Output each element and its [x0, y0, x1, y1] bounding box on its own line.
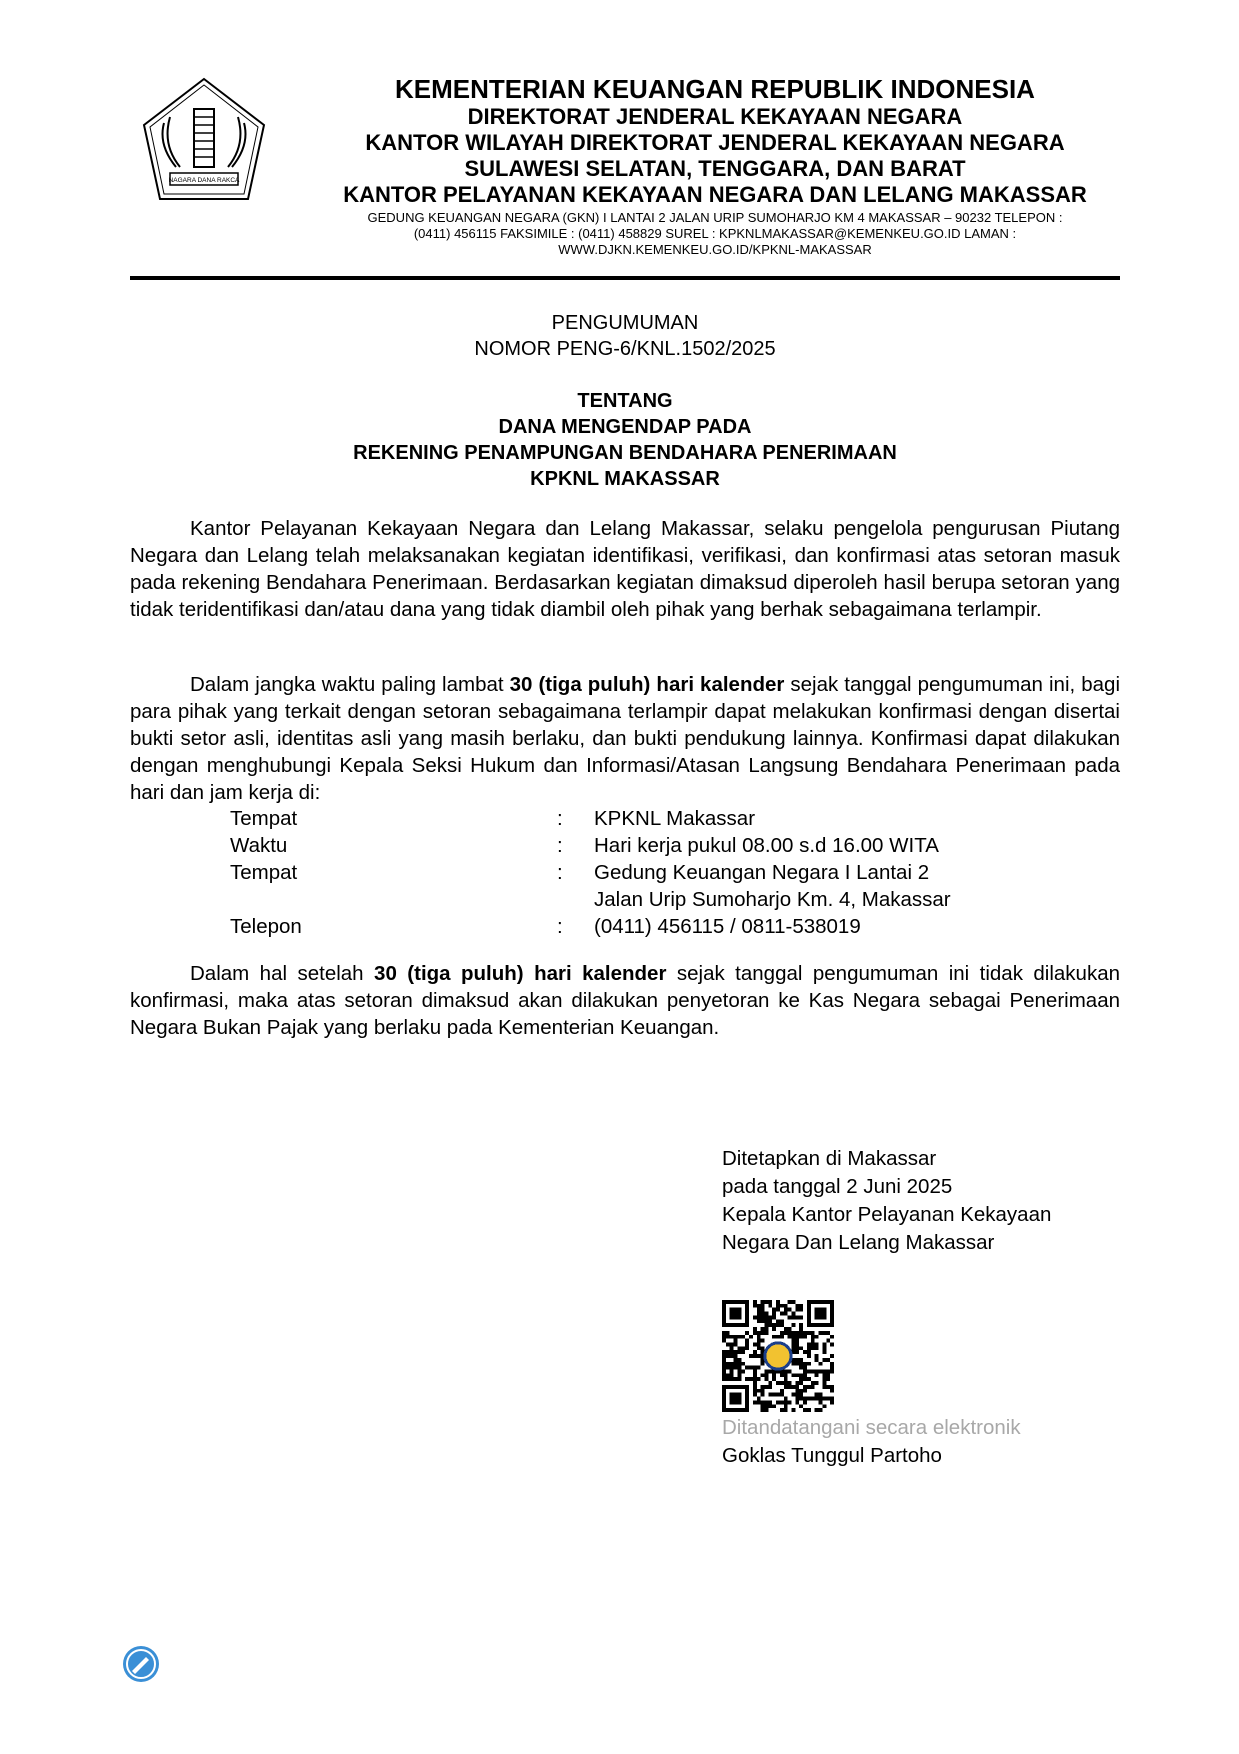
detail-value: Hari kerja pukul 08.00 s.d 16.00 WITA [594, 834, 939, 857]
detail-label: Tempat [230, 807, 298, 830]
letterhead [300, 74, 1130, 258]
signature-position-2: Negara Dan Lelang Makassar [722, 1231, 995, 1254]
detail-value: Gedung Keuangan Negara I Lantai 2 [594, 861, 930, 884]
detail-row [230, 886, 1120, 913]
qr-code [722, 1300, 834, 1412]
detail-colon: : [557, 807, 563, 830]
contact-details [230, 805, 1120, 940]
paragraph-2-text-b: sejak tanggal pengumuman ini, bagi para pihak yang terkait dengan setoran sebagaimana terlampir dapat melakukan konfirmasi dengan disertai bukti setor asli, identitas asli yang masih berlaku, dan bukti pendukung lainnya. Konfirmasi dapat dilakukan dengan menghubungi Kepala Seksi Hukum dan Informasi/Atasan Langsung Bendahara Penerimaan pada hari dan jam kerja di: [130, 673, 1120, 804]
header-divider [130, 276, 1120, 280]
paragraph-1-text: Kantor Pelayanan Kekayaan Negara dan Lelang Makassar, selaku pengelola pengurusan Piutang Negara dan Lelang telah melaksanakan kegiatan identifikasi, verifikasi, dan konfirmasi atas setoran masuk pada rekening Bendahara Penerimaan. Berdasarkan kegiatan dimaksud diperoleh hasil berupa setoran yang tidak teridentifikasi dan/atau dana yang tidak diambil oleh pihak yang berhak sebagaimana terlampir. [130, 517, 1120, 621]
e-sign-badge-icon [122, 1645, 160, 1683]
office-name: KANTOR PELAYANAN KEKAYAAN NEGARA DAN LELANG MAKASSAR [343, 182, 1087, 207]
detail-colon [557, 886, 594, 913]
ministry-name: KEMENTERIAN KEUANGAN REPUBLIK INDONESIA [395, 74, 1035, 104]
signer-name: Goklas Tunggul Partoho [722, 1444, 942, 1467]
signature-block [722, 1145, 1122, 1257]
signature-position-1: Kepala Kantor Pelayanan Kekayaan [722, 1203, 1052, 1226]
doc-subject-2: REKENING PENAMPUNGAN BENDAHARA PENERIMAAN [353, 442, 897, 464]
detail-row [230, 832, 1120, 859]
detail-row [230, 913, 1120, 940]
detail-value: KPKNL Makassar [594, 807, 756, 830]
paragraph-3 [130, 960, 1120, 1041]
detail-row [230, 859, 1120, 886]
esign-note: Ditandatangani secara elektronik [722, 1416, 1021, 1439]
doc-number: NOMOR PENG-6/KNL.1502/2025 [474, 338, 776, 360]
doc-about: TENTANG [577, 390, 673, 412]
detail-value: Jalan Urip Sumoharjo Km. 4, Makassar [594, 888, 951, 911]
address-line-2: (0411) 456115 FAKSIMILE : (0411) 458829 SUREL : KPKNLMAKASSAR@KEMENKEU.GO.ID LAMAN : [413, 226, 1017, 241]
directorate-name: DIREKTORAT JENDERAL KEKAYAAN NEGARA [467, 104, 963, 129]
detail-colon: : [557, 834, 563, 857]
detail-row [230, 805, 1120, 832]
paragraph-2 [130, 671, 1120, 806]
detail-label: Telepon [230, 915, 302, 938]
doc-type: PENGUMUMAN [551, 312, 699, 334]
detail-label: Tempat [230, 861, 298, 884]
paragraph-2-text-a: Dalam jangka waktu paling lambat [190, 673, 510, 696]
paragraph-1 [130, 515, 1120, 623]
detail-colon: : [557, 861, 563, 884]
signature-date: pada tanggal 2 Juni 2025 [722, 1175, 953, 1198]
paragraph-3-text-a: Dalam hal setelah [190, 962, 375, 985]
detail-label: Waktu [230, 834, 288, 857]
paragraph-3-bold: 30 (tiga puluh) hari kalender [374, 962, 667, 985]
detail-label [230, 886, 557, 913]
signature-place: Ditetapkan di Makassar [722, 1147, 937, 1170]
paragraph-3-text-b: sejak tanggal pengumuman ini tidak dilakukan konfirmasi, maka atas setoran dimaksud akan dilakukan penyetoran ke Kas Negara sebagai Penerimaan Negara Bukan Pajak yang berlaku pada Kementerian Keuangan. [130, 962, 1121, 1039]
ministry-logo [140, 75, 268, 203]
detail-colon: : [557, 915, 563, 938]
logo-text: NAGARA DANA RAKCA [168, 177, 240, 184]
detail-value: (0411) 456115 / 0811-538019 [594, 915, 861, 938]
doc-subject-1: DANA MENGENDAP PADA [498, 416, 752, 438]
doc-subject-3: KPKNL MAKASSAR [530, 468, 720, 490]
region-name: SULAWESI SELATAN, TENGGARA, DAN BARAT [464, 156, 966, 181]
address-line-3: WWW.DJKN.KEMENKEU.GO.ID/KPKNL-MAKASSAR [558, 242, 872, 257]
paragraph-2-bold: 30 (tiga puluh) hari kalender [509, 673, 785, 696]
address-line-1: GEDUNG KEUANGAN NEGARA (GKN) I LANTAI 2 JALAN URIP SUMOHARJO KM 4 MAKASSAR – 90232 TELEPON : [367, 210, 1063, 225]
regional-office-name: KANTOR WILAYAH DIREKTORAT JENDERAL KEKAYAAN NEGARA [365, 130, 1065, 155]
